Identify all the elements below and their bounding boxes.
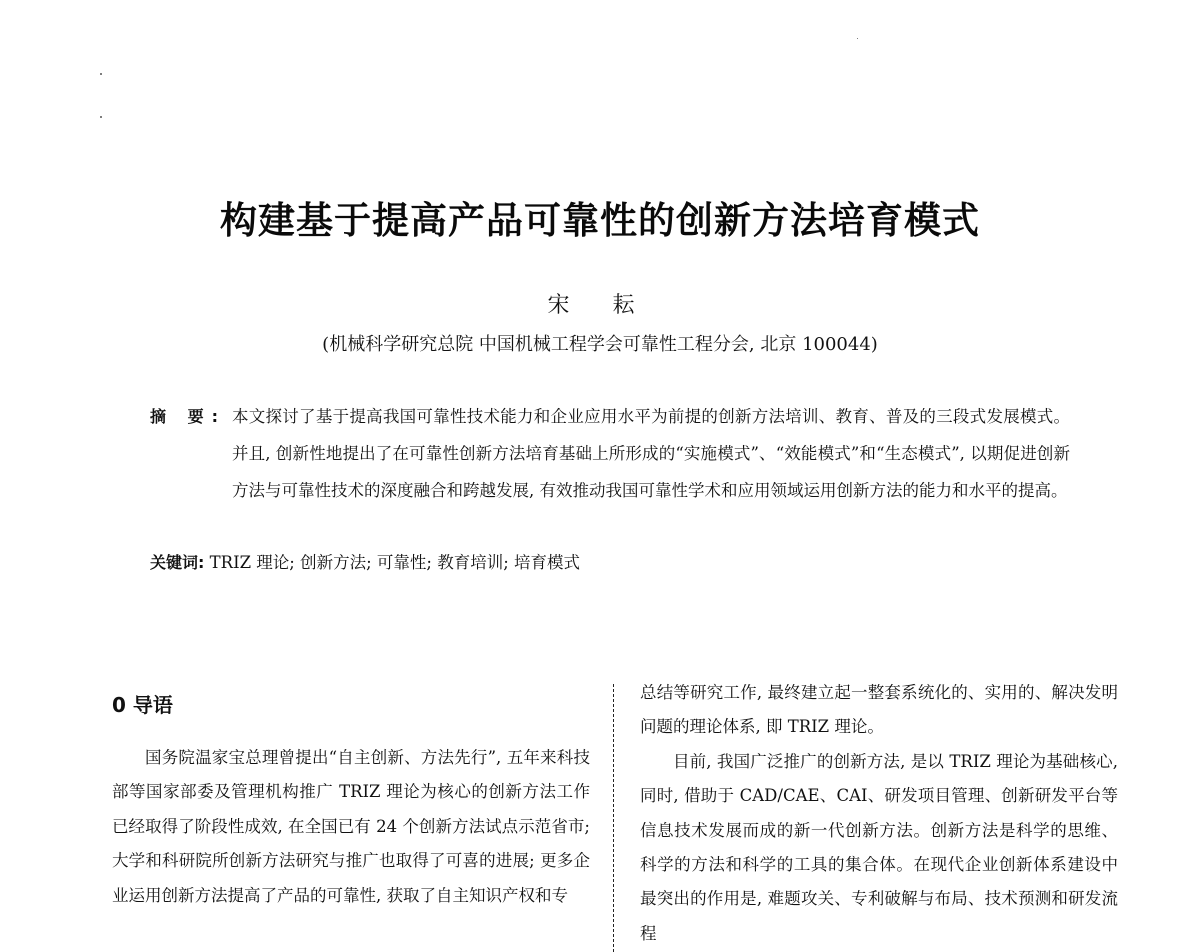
left-paragraph: 国务院温家宝总理曾提出“自主创新、方法先行”, 五年来科技部等国家部委及管理机构推广 TRIZ 理论为核心的创新方法工作已经取得了阶段性成效, 在全国已有 24 个创新方法试点示范省市; 大学和科研院所创新方法研究与推广也取得了可喜的进展; 更多企业运用创新方法提高了产品的可靠性, 获取了自主知识产权和专 xyxy=(112,748,590,905)
paper-title: 构建基于提高产品可靠性的创新方法培育模式 xyxy=(220,199,980,242)
abstract-text: 本文探讨了基于提高我国可靠性技术能力和企业应用水平为前提的创新方法培训、教育、普及的三段式发展模式。并且, 创新性地提出了在可靠性创新方法培育基础上所形成的“实施模式”、“效能模式”和“生态模式”, 以期促进创新方法与可靠性技术的深度融合和跨越发展, 有效推动我国可靠性学术和应用领域运用创新方法的能力和水平的提高。 xyxy=(232,407,1070,500)
author-affiliation: (机械科学研究总院 中国机械工程学会可靠性工程分会, 北京 100044) xyxy=(322,334,878,355)
keywords-line xyxy=(150,549,580,573)
right-paragraph-2: 目前, 我国广泛推广的创新方法, 是以 TRIZ 理论为基础核心, 同时, 借助于 CAD/CAE、CAI、研发项目管理、创新研发平台等信息技术发展而成的新一代创新方法。创新方法是科学的思维、科学的方法和科学的工具的集合体。在现代企业创新体系建设中最突出的作用是, 难题攻关、专利破解与布局、技术预测和研发流程 xyxy=(640,751,1118,943)
abstract-block xyxy=(150,398,1070,509)
right-column xyxy=(640,676,1118,951)
abstract-label: 摘 要: xyxy=(150,407,226,426)
left-column xyxy=(112,741,590,913)
keywords-label: 关键词: xyxy=(150,553,205,572)
keywords-text: TRIZ 理论; 创新方法; 可靠性; 教育培训; 培育模式 xyxy=(209,553,581,572)
author-name: 宋 耘 xyxy=(547,293,653,318)
scan-speck xyxy=(857,38,858,39)
scan-speck xyxy=(100,73,102,75)
right-paragraph-1: 总结等研究工作, 最终建立起一整套系统化的、实用的、解决发明问题的理论体系, 即 TRIZ 理论。 xyxy=(640,683,1118,737)
scan-speck xyxy=(100,116,102,118)
section-heading: 0 导语 xyxy=(112,693,173,717)
column-divider xyxy=(613,684,614,952)
